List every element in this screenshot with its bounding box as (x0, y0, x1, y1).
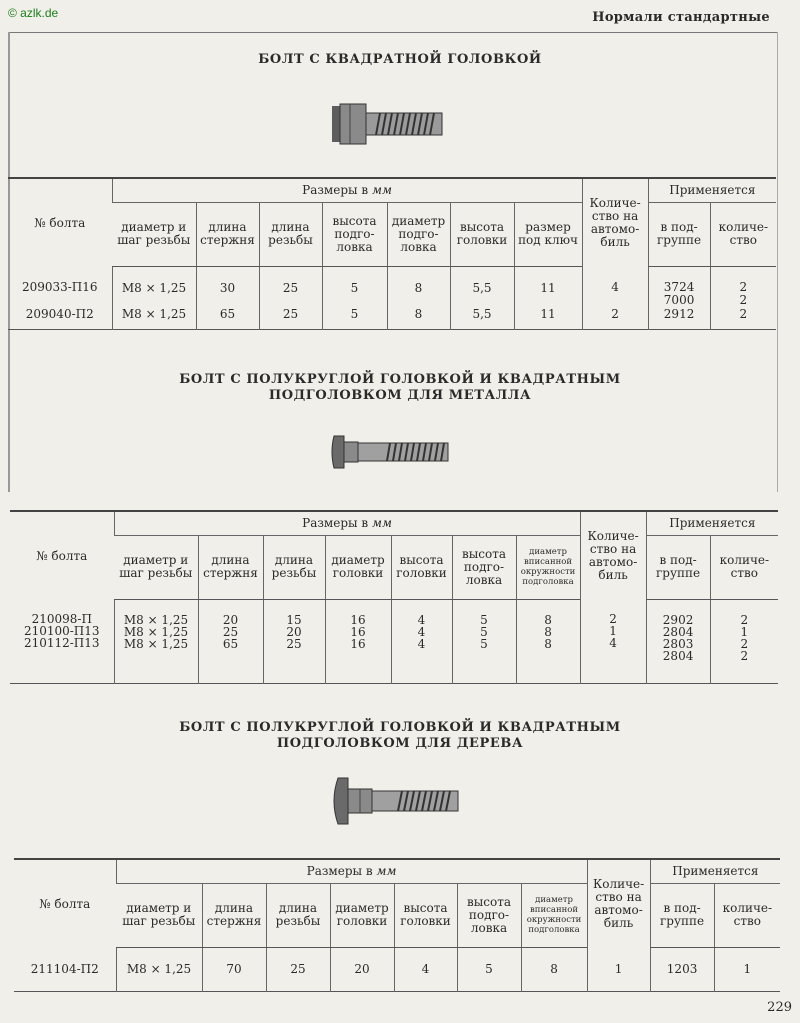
cell-head-height: 5,5 (450, 266, 514, 307)
cell-qty: 2 (582, 307, 648, 330)
section-title-wood: БОЛТ С ПОЛУКРУГЛОЙ ГОЛОВКОЙ И КВАДРАТНЫМ ПОДГОЛОВКОМ ДЛЯ ДЕРЕВА (179, 720, 621, 751)
header-head-height: высота головки (391, 535, 452, 599)
header-wrench-size: размер под ключ (514, 202, 582, 266)
cell-shank-length: 20 25 65 (198, 599, 263, 684)
header-qty-per-car: Количе-ство на автомо-биль (582, 178, 648, 266)
cell-thread: M8 × 1,25 M8 × 1,25 M8 × 1,25 (114, 599, 198, 684)
cell-thread: M8 × 1,25 (116, 947, 202, 992)
header-diameter-pitch: диаметр и шаг резьбы (112, 202, 196, 266)
cell-thread: M8 × 1,25 (112, 307, 196, 330)
cell-underhead-height: 5 5 5 (452, 599, 516, 684)
cell-wrench-size: 11 (514, 266, 582, 307)
cell-thread-length: 15 20 25 (263, 599, 325, 684)
cell-underhead-height: 5 (457, 947, 521, 992)
cell-subgroup: 3724 7000 (648, 266, 710, 307)
section-title-metal: БОЛТ С ПОЛУКРУГЛОЙ ГОЛОВКОЙ И КВАДРАТНЫМ ПОДГОЛОВКОМ ДЛЯ МЕТАЛЛА (179, 372, 621, 403)
cell-count: 1 (714, 947, 780, 992)
cell-qty: 2 1 4 (580, 599, 646, 684)
section-title-square-head: БОЛТ С КВАДРАТНОЙ ГОЛОВКОЙ (258, 52, 542, 67)
header-in-subgroup: в под-группе (648, 202, 710, 266)
cell-count: 2 1 2 2 (710, 599, 778, 684)
table-row (10, 599, 778, 684)
header-thread-length: длина резьбы (266, 883, 330, 947)
header-sizes: Размеры в мм (114, 511, 580, 535)
header-diameter-pitch: диаметр и шаг резьбы (116, 883, 202, 947)
round-head-metal-bolt-illustration (330, 432, 452, 472)
cell-subgroup: 1203 (650, 947, 714, 992)
table-row (8, 266, 776, 307)
header-diameter-pitch: диаметр и шаг резьбы (114, 535, 198, 599)
header-bolt-no: № болта (39, 896, 91, 911)
header-head-diameter: диаметр головки (325, 535, 391, 599)
header-count: количе-ство (710, 202, 776, 266)
header-count: количе-ство (714, 883, 780, 947)
cell-inscribed-circle: 8 (521, 947, 587, 992)
header-thread-length: длина резьбы (259, 202, 322, 266)
header-bolt-no: № болта (36, 548, 88, 563)
square-head-bolt-illustration (330, 100, 446, 148)
cell-count: 2 (710, 307, 776, 330)
watermark: © azlk.de (8, 6, 59, 20)
cell-wrench-size: 11 (514, 307, 582, 330)
cell-qty: 4 (582, 266, 648, 307)
header-in-subgroup: в под-группе (646, 535, 710, 599)
running-header: Нормали стандартные (592, 10, 770, 25)
header-applied: Применяется (646, 511, 778, 535)
header-underhead-height: высота подго-ловка (452, 535, 516, 599)
cell-underhead-diameter: 8 (387, 266, 450, 307)
header-applied: Применяется (650, 859, 780, 883)
cell-head-height: 5,5 (450, 307, 514, 330)
header-in-subgroup: в под-группе (650, 883, 714, 947)
cell-thread-length: 25 (266, 947, 330, 992)
cell-qty: 1 (587, 947, 650, 992)
cell-thread-length: 25 (259, 307, 322, 330)
header-underhead-height: высота подго-ловка (457, 883, 521, 947)
header-shank-length: длина стержня (202, 883, 266, 947)
header-inscribed-circle: диаметр вписанной окружности подголовка (516, 535, 580, 599)
cell-shank-length: 30 (196, 266, 259, 307)
cell-underhead-height: 5 (322, 266, 387, 307)
cell-subgroup: 2902 2804 2803 2804 (646, 599, 710, 684)
cell-shank-length: 70 (202, 947, 266, 992)
cell-count: 2 2 (710, 266, 776, 307)
header-count: количе-ство (710, 535, 778, 599)
header-head-height: высота головки (394, 883, 457, 947)
cell-head-diameter: 16 16 16 (325, 599, 391, 684)
cell-thread-length: 25 (259, 266, 322, 307)
cell-bolt: 210098-П 210100-П13 210112-П13 (23, 612, 100, 650)
round-head-wood-bolt-illustration (332, 776, 462, 826)
cell-shank-length: 65 (196, 307, 259, 330)
cell-head-diameter: 20 (330, 947, 394, 992)
cell-head-height: 4 (394, 947, 457, 992)
cell-thread: M8 × 1,25 (112, 266, 196, 307)
page-number: 229 (767, 1000, 792, 1015)
header-sizes: Размеры в мм (116, 859, 587, 883)
spec-table-metal (10, 510, 778, 684)
cell-underhead-height: 5 (322, 307, 387, 330)
spec-table-square-head (8, 177, 776, 330)
header-head-height: высота головки (450, 202, 514, 266)
cell-subgroup: 2912 (648, 307, 710, 330)
header-thread-length: длина резьбы (263, 535, 325, 599)
header-bolt-no: № болта (34, 215, 86, 230)
header-underhead-diameter: диаметр подго-ловка (387, 202, 450, 266)
header-underhead-height: высота подго-ловка (322, 202, 387, 266)
cell-bolt: 209040-П2 (25, 306, 94, 321)
header-shank-length: длина стержня (196, 202, 259, 266)
header-sizes: Размеры в мм (112, 178, 582, 202)
page-edge-right (777, 32, 778, 492)
cell-inscribed-circle: 8 8 8 (516, 599, 580, 684)
cell-head-height: 4 4 4 (391, 599, 452, 684)
table-row (8, 307, 776, 330)
cell-bolt: 209033-П16 (21, 280, 98, 294)
cell-underhead-diameter: 8 (387, 307, 450, 330)
cell-bolt: 211104-П2 (30, 962, 99, 976)
header-shank-length: длина стержня (198, 535, 263, 599)
header-qty-per-car: Количе-ство на автомо-биль (587, 859, 650, 947)
header-inscribed-circle: диаметр вписанной окружности подголовка (521, 883, 587, 947)
header-rule (8, 32, 778, 33)
header-applied: Применяется (648, 178, 776, 202)
header-head-diameter: диаметр головки (330, 883, 394, 947)
table-row (14, 947, 780, 992)
header-qty-per-car: Количе-ство на автомо-биль (580, 511, 646, 599)
spec-table-wood (14, 858, 780, 992)
